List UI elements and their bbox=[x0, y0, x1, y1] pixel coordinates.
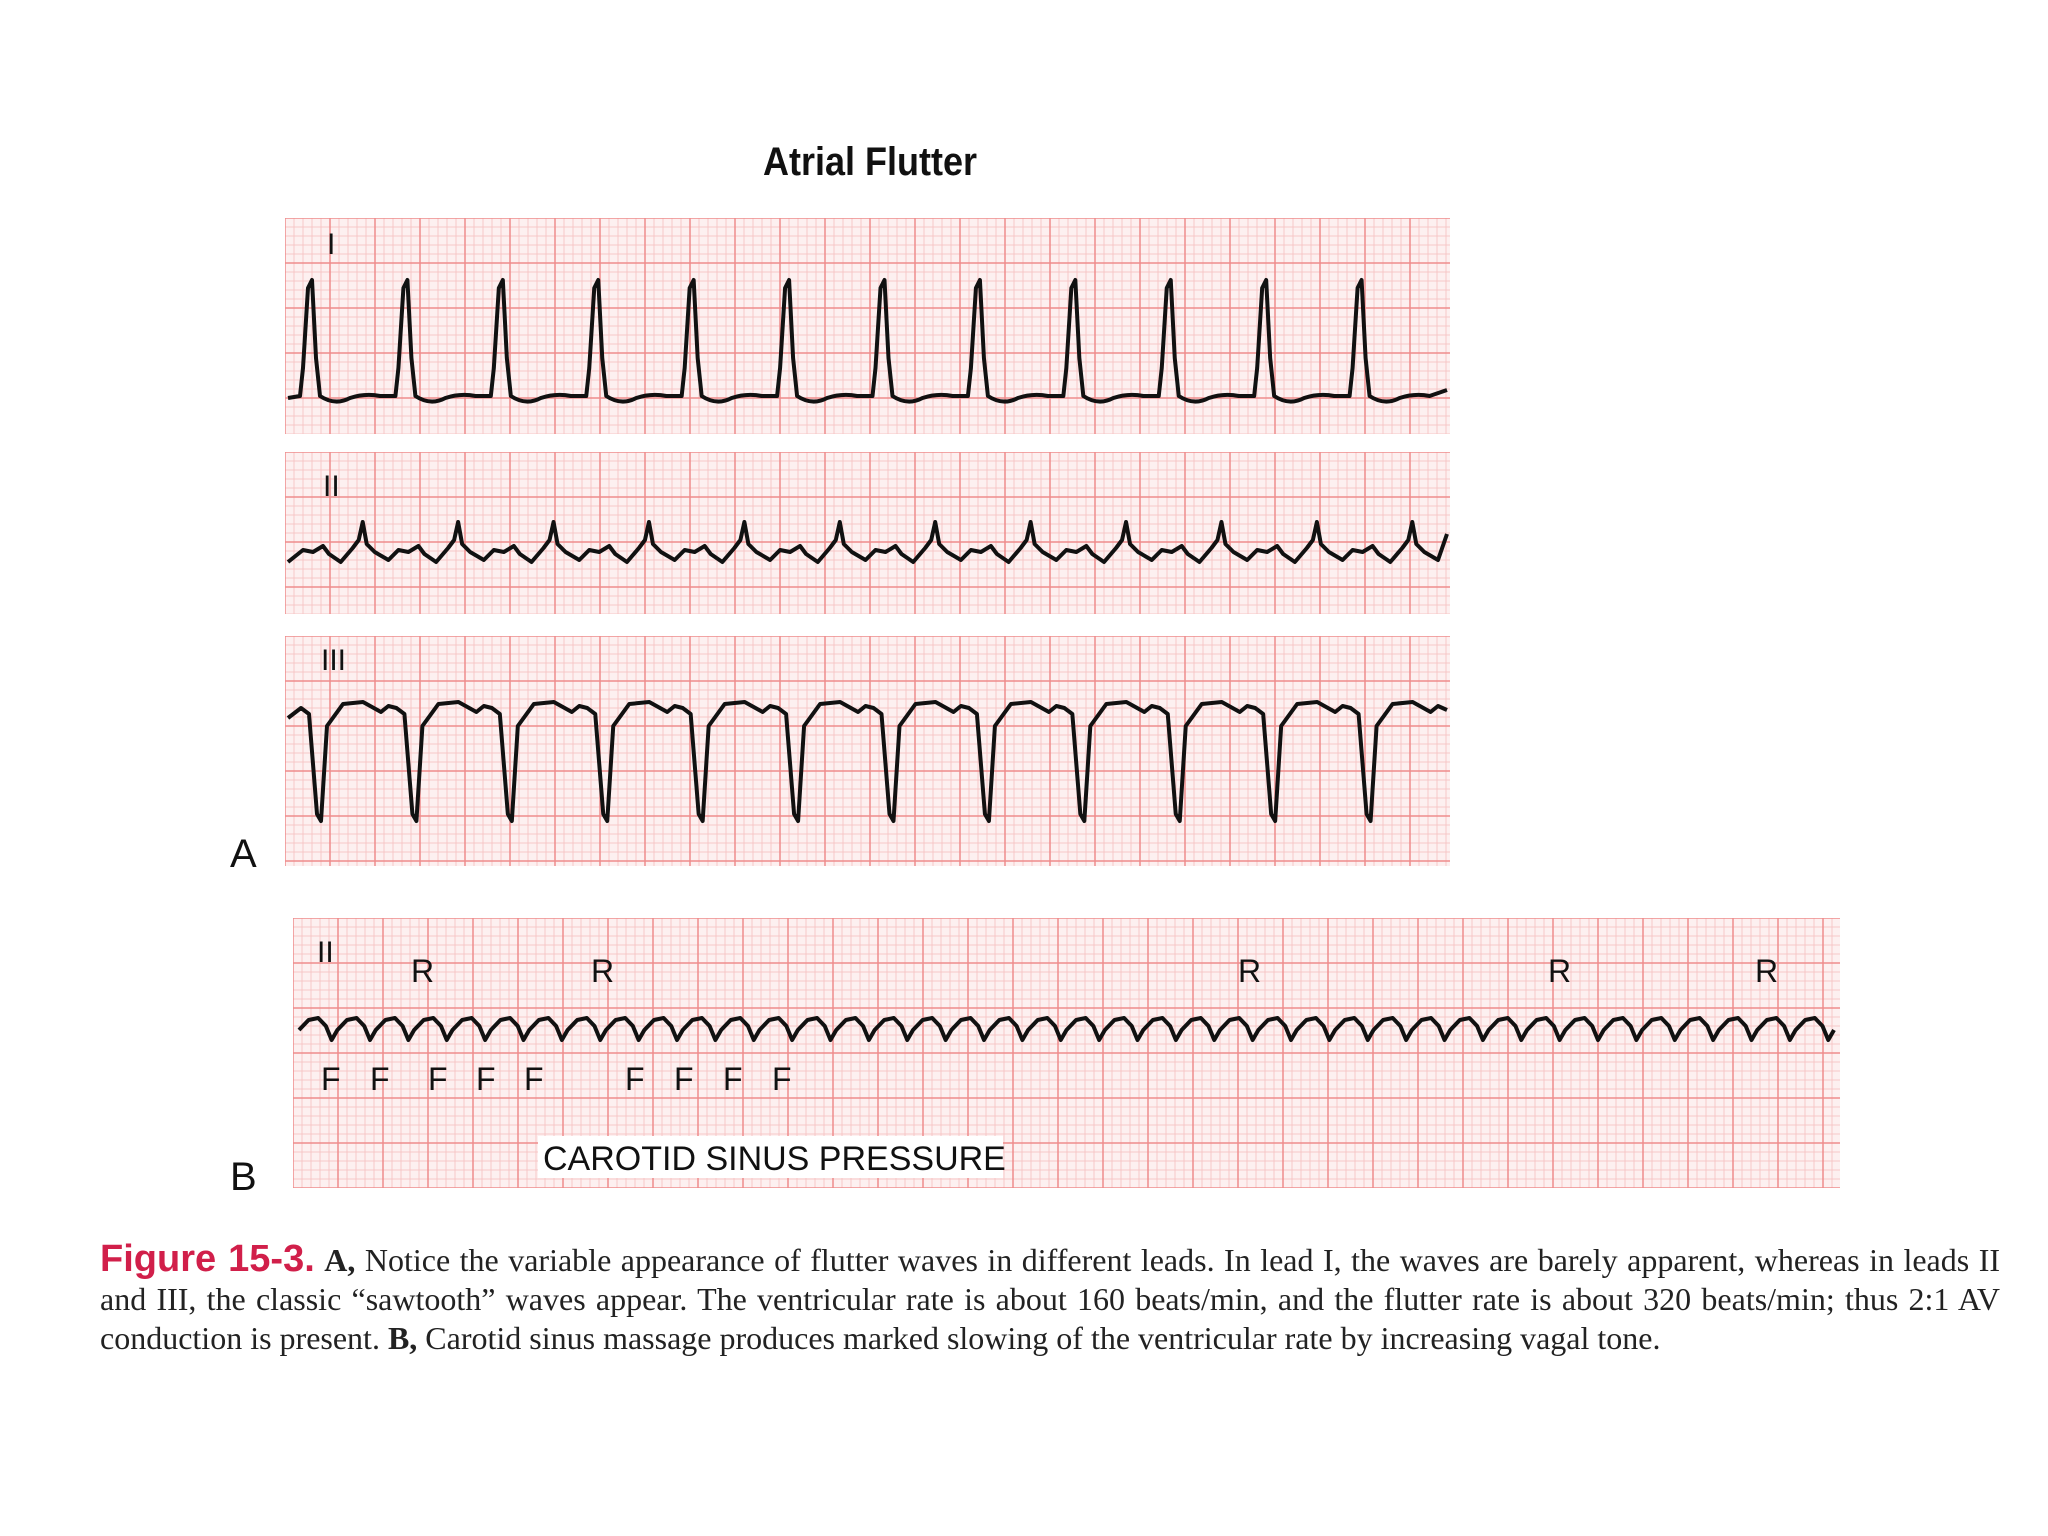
caption-part-a-text: Notice the variable appearance of flutter waves in different leads. In lead I, the waves are barely apparent, whereas in leads II and III, the classic “sawtooth” waves appear. The ventricular rate is about 160 beats/min, and the flutter rate is about 320 beats/min; thus 2:1 AV conduction is present. bbox=[100, 1242, 2000, 1356]
f-marker: F bbox=[772, 1061, 792, 1097]
caption-figure-label: Figure 15-3. bbox=[100, 1238, 315, 1280]
f-marker: F bbox=[476, 1061, 496, 1097]
lead-label-b-ii: II bbox=[317, 936, 334, 969]
panel-letter-a: A bbox=[230, 832, 257, 876]
f-marker: F bbox=[321, 1061, 341, 1097]
r-marker: R bbox=[1238, 953, 1262, 989]
ecg-strip-lead-ii bbox=[285, 452, 1450, 614]
lead-label-iii: III bbox=[321, 644, 347, 677]
carotid-sinus-pressure-label: CAROTID SINUS PRESSURE bbox=[543, 1140, 1006, 1178]
f-marker: F bbox=[428, 1061, 448, 1097]
r-marker: R bbox=[591, 953, 615, 989]
ecg-strip-lead-iii bbox=[285, 636, 1450, 866]
f-marker: F bbox=[370, 1061, 390, 1097]
lead-label-ii: II bbox=[323, 470, 340, 503]
figure-caption bbox=[100, 1240, 2000, 1358]
ecg-lead-ii-svg bbox=[285, 452, 1450, 614]
r-marker: R bbox=[1548, 953, 1572, 989]
f-marker: F bbox=[625, 1061, 645, 1097]
r-marker: R bbox=[1755, 953, 1779, 989]
f-marker: F bbox=[723, 1061, 743, 1097]
f-marker: F bbox=[674, 1061, 694, 1097]
ecg-lead-iii-svg bbox=[285, 636, 1450, 866]
ecg-panel-b-svg bbox=[293, 918, 1840, 1188]
lead-label-i: I bbox=[327, 228, 336, 261]
r-marker: R bbox=[411, 953, 435, 989]
ecg-lead-i-svg bbox=[285, 218, 1450, 434]
caption-part-b-text: Carotid sinus massage produces marked slowing of the ventricular rate by increasing vagal tone. bbox=[417, 1320, 1661, 1356]
panel-letter-b: B bbox=[230, 1155, 257, 1199]
f-marker: F bbox=[524, 1061, 544, 1097]
ecg-strip-lead-i bbox=[285, 218, 1450, 434]
ecg-strip-panel-b bbox=[293, 918, 1840, 1188]
caption-part-b-label: B, bbox=[387, 1320, 418, 1356]
caption-part-a-label: A, bbox=[324, 1242, 356, 1278]
figure-title: Atrial Flutter bbox=[762, 140, 978, 184]
